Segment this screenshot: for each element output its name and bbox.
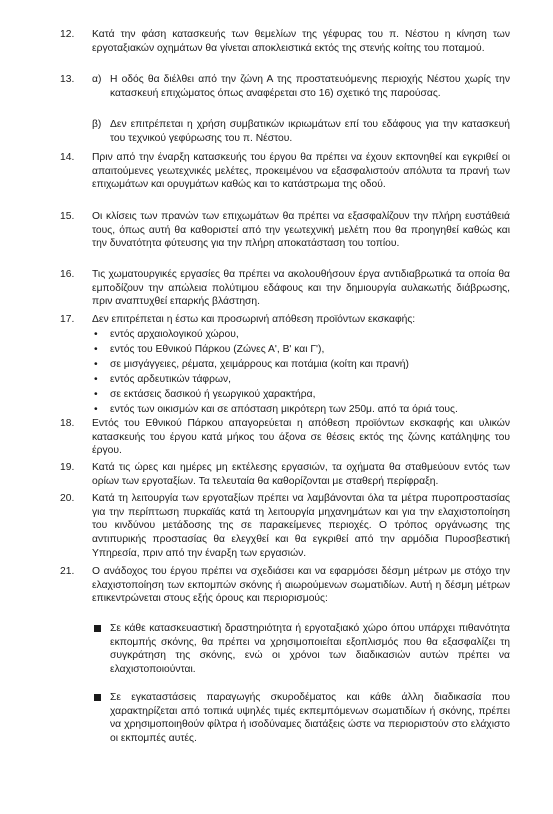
bullet-icon: • [94, 374, 98, 385]
term-number: 19. [60, 462, 75, 473]
term-text: Κατά τις ώρες και ημέρες μη εκτέλεσης εργασιών, τα οχήματα θα σταθμεύουν εντός των ορίων των εργοταξίων. Τα τελευταία θα καθορίζονται με σταθερή περίφραξη. [92, 462, 510, 487]
sub-term-text: Δεν επιτρέπεται η χρήση συμβατικών ικριωμάτων επί του εδάφους για την κατασκευή του τεχνικού γεφύρωσης του π. Νέστου. [110, 119, 510, 144]
sub-term-label: β) [92, 119, 102, 130]
term-text: Οι κλίσεις των πρανών των επιχωμάτων θα πρέπει να εξασφαλίζουν την πλήρη ευστάθειά τους, όπως αυτή θα καθοριστεί από την γεωτεχνική μελέτη που θα προηγηθεί καθώς και την δυνατότητα φύτευσης για την πλήρη αποκατάσταση του τοπίου. [92, 211, 510, 250]
list-item-text: εντός αρδευτικών τάφρων, [110, 374, 232, 385]
bullet-icon: • [94, 359, 98, 370]
term-text: Πριν από την έναρξη κατασκευής του έργου θα πρέπει να έχουν εκπονηθεί και εγκριθεί οι απαιτούμενες γεωτεχνικές μελέτες, προκειμένου να εξασφαλιστούν απόλυτα τα πρανή των επιχωμάτων και ορυγμάτων καθώς και το κατάστρωμα της οδού. [92, 152, 510, 191]
sub-term-label: α) [92, 74, 102, 85]
term-text: Κατά την φάση κατασκευής των θεμελίων της γέφυρας του π. Νέστου η κίνηση των εργοταξιακών οχημάτων θα γίνεται αποκλειστικά εκτός της στενής κοίτης του ποταμού. [92, 29, 510, 54]
term-number: 16. [60, 269, 75, 280]
bullet-icon: • [94, 344, 98, 355]
term-text: Τις χωματουργικές εργασίες θα πρέπει να ακολουθήσουν έργα αντιδιαβρωτικά τα οποία θα εμποδίζουν την απώλεια πολύτιμου εδάφους και την δημιουργία αυλακωτής διάβρωσης, πριν αναπτυχθεί επαρκής βλάστηση. [92, 269, 510, 308]
square-bullet-icon [94, 694, 101, 701]
term-number: 15. [60, 211, 75, 222]
bullet-icon: • [94, 329, 98, 340]
term-number: 21. [60, 566, 75, 577]
term-number: 18. [60, 418, 75, 429]
term-text: Κατά τη λειτουργία των εργοταξίων πρέπει να λαμβάνονται όλα τα μέτρα πυροπροστασίας για την περίπτωση πυρκαϊάς κατά τη λειτουργία μηχανημάτων και για την ελαχιστοποίηση του κινδύνου μετάδοσης της σε παρακείμενες περιοχές. Ο τρόπος οργάνωσης της αντιπυρικής προστασίας θα ελεγχθεί και θα εγκριθεί από την αρμόδια Πυροσβεστική Υπηρεσία, πριν από την έναρξη των εργασιών. [92, 493, 510, 559]
term-number: 12. [60, 29, 75, 40]
term-number: 13. [60, 74, 75, 85]
term-text: Δεν επιτρέπεται η έστω και προσωρινή απόθεση προϊόντων εκσκαφής: [92, 314, 416, 325]
list-item-text: Σε εγκαταστάσεις παραγωγής σκυροδέματος και κάθε άλλη διαδικασία που χαρακτηρίζεται από τοπικά υψηλές τιμές εκπεμπόμενων σωματιδίων ή σκόνης, πρέπει να χρησιμοποιηθούν φίλτρα ή ισοδύναμες διατάξεις ώστε να περιοριστούν στο ελάχιστο οι εκπομπές αυτές. [110, 692, 510, 745]
bullet-icon: • [94, 404, 98, 415]
term-number: 14. [60, 152, 75, 163]
term-number: 20. [60, 493, 75, 504]
sub-term-text: Η οδός θα διέλθει από την ζώνη Α της προστατευόμενης περιοχής Νέστου χωρίς την κατασκευή επιχώματος όπως αναφέρεται στο 16) σχετικό της παρούσας. [110, 74, 510, 99]
list-item-text: εντός του Εθνικού Πάρκου (Ζώνες Α', Β' και Γ'), [110, 344, 325, 355]
term-text: Εντός του Εθνικού Πάρκου απαγορεύεται η απόθεση προϊόντων εκσκαφής και υλικών κατασκευής του έργου κατά μήκος του άξονα σε θέσεις εκτός της ζώνης κατάληψης του έργου. [92, 418, 510, 457]
square-bullet-icon [94, 625, 101, 632]
list-item-text: εντός αρχαιολογικού χώρου, [110, 329, 239, 340]
list-item-text: σε μισγάγγειες, ρέματα, χειμάρρους και ποτάμια (κοίτη και πρανή) [110, 359, 409, 370]
list-item-text: Σε κάθε κατασκευαστική δραστηριότητα ή εργοταξιακό χώρο όπου υπάρχει πιθανότητα εκπομπής σκόνης, θα πρέπει να χρησιμοποιείται εξοπλισμός που θα εξασφαλίζει τη συγκράτηση της σκόνης, ενώ οι χρόνοι των διαδικασιών αυτών πρέπει να ελαχιστοποιούνται. [110, 623, 510, 676]
term-text: Ο ανάδοχος του έργου πρέπει να σχεδιάσει και να εφαρμόσει δέσμη μέτρων με στόχο την ελαχιστοποίηση των εκπομπών σκόνης ή αιωρούμενων σωματιδίων. Αυτή η δέσμη μέτρων επικεντρώνεται στους εξής όρους και περιορισμούς: [92, 566, 510, 605]
list-item-text: σε εκτάσεις δασικού ή γεωργικού χαρακτήρα, [110, 389, 316, 400]
term-number: 17. [60, 314, 75, 325]
list-item-text: εντός των οικισμών και σε απόσταση μικρότερη των 250μ. από τα όριά τους. [110, 404, 458, 415]
bullet-icon: • [94, 389, 98, 400]
